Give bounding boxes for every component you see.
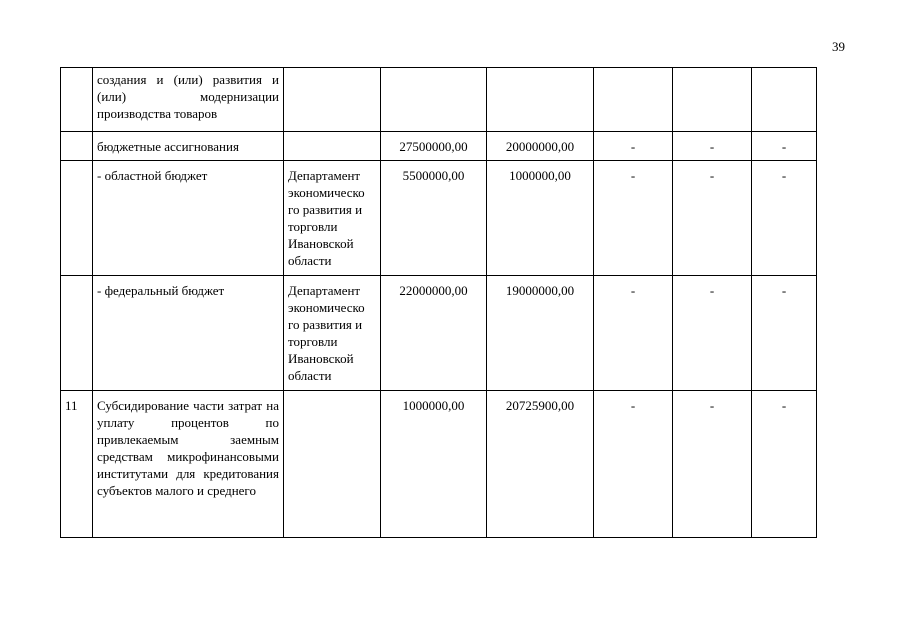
table-row [61,391,817,538]
amount-1-cell: 27500000,00 [381,132,487,161]
value-5-cell: - [752,391,817,538]
amount-1-cell: 1000000,00 [381,391,487,538]
executor-cell: Департамент экономическо го развития и торговли Ивановской области [284,161,381,276]
value-4-cell: - [673,132,752,161]
amount-1-cell: 5500000,00 [381,161,487,276]
budget-table [60,67,817,538]
item-name-cell: Субсидирование части затрат на уплату процентов по привлекаемым заемным средствам микрофинансовыми институтами для кредитования субъектов малого и среднего [93,391,284,538]
value-5-cell [752,68,817,132]
item-name-cell: - областной бюджет [93,161,284,276]
amount-1-cell: 22000000,00 [381,276,487,391]
amount-2-cell: 1000000,00 [487,161,594,276]
item-name-cell: бюджетные ассигнования [93,132,284,161]
amount-2-cell [487,68,594,132]
value-3-cell: - [594,132,673,161]
row-number-cell: 11 [61,391,93,538]
value-3-cell: - [594,161,673,276]
row-number-cell [61,132,93,161]
value-5-cell: - [752,161,817,276]
table-row [61,276,817,391]
value-3-cell: - [594,276,673,391]
table-row [61,161,817,276]
value-5-cell: - [752,276,817,391]
executor-cell: Департамент экономическо го развития и торговли Ивановской области [284,276,381,391]
row-number-cell [61,68,93,132]
executor-cell [284,132,381,161]
value-4-cell [673,68,752,132]
value-4-cell: - [673,391,752,538]
amount-2-cell: 20000000,00 [487,132,594,161]
value-3-cell: - [594,391,673,538]
value-4-cell: - [673,161,752,276]
page-number: 39 [832,39,845,54]
amount-2-cell: 19000000,00 [487,276,594,391]
table-row [61,68,817,132]
executor-cell [284,68,381,132]
value-3-cell [594,68,673,132]
amount-1-cell [381,68,487,132]
row-number-cell [61,276,93,391]
value-5-cell: - [752,132,817,161]
item-name-cell: - федеральный бюджет [93,276,284,391]
value-4-cell: - [673,276,752,391]
table-row [61,132,817,161]
item-name-cell: создания и (или) развития и (или) модернизации производства товаров [93,68,284,132]
amount-2-cell: 20725900,00 [487,391,594,538]
row-number-cell [61,161,93,276]
executor-cell [284,391,381,538]
